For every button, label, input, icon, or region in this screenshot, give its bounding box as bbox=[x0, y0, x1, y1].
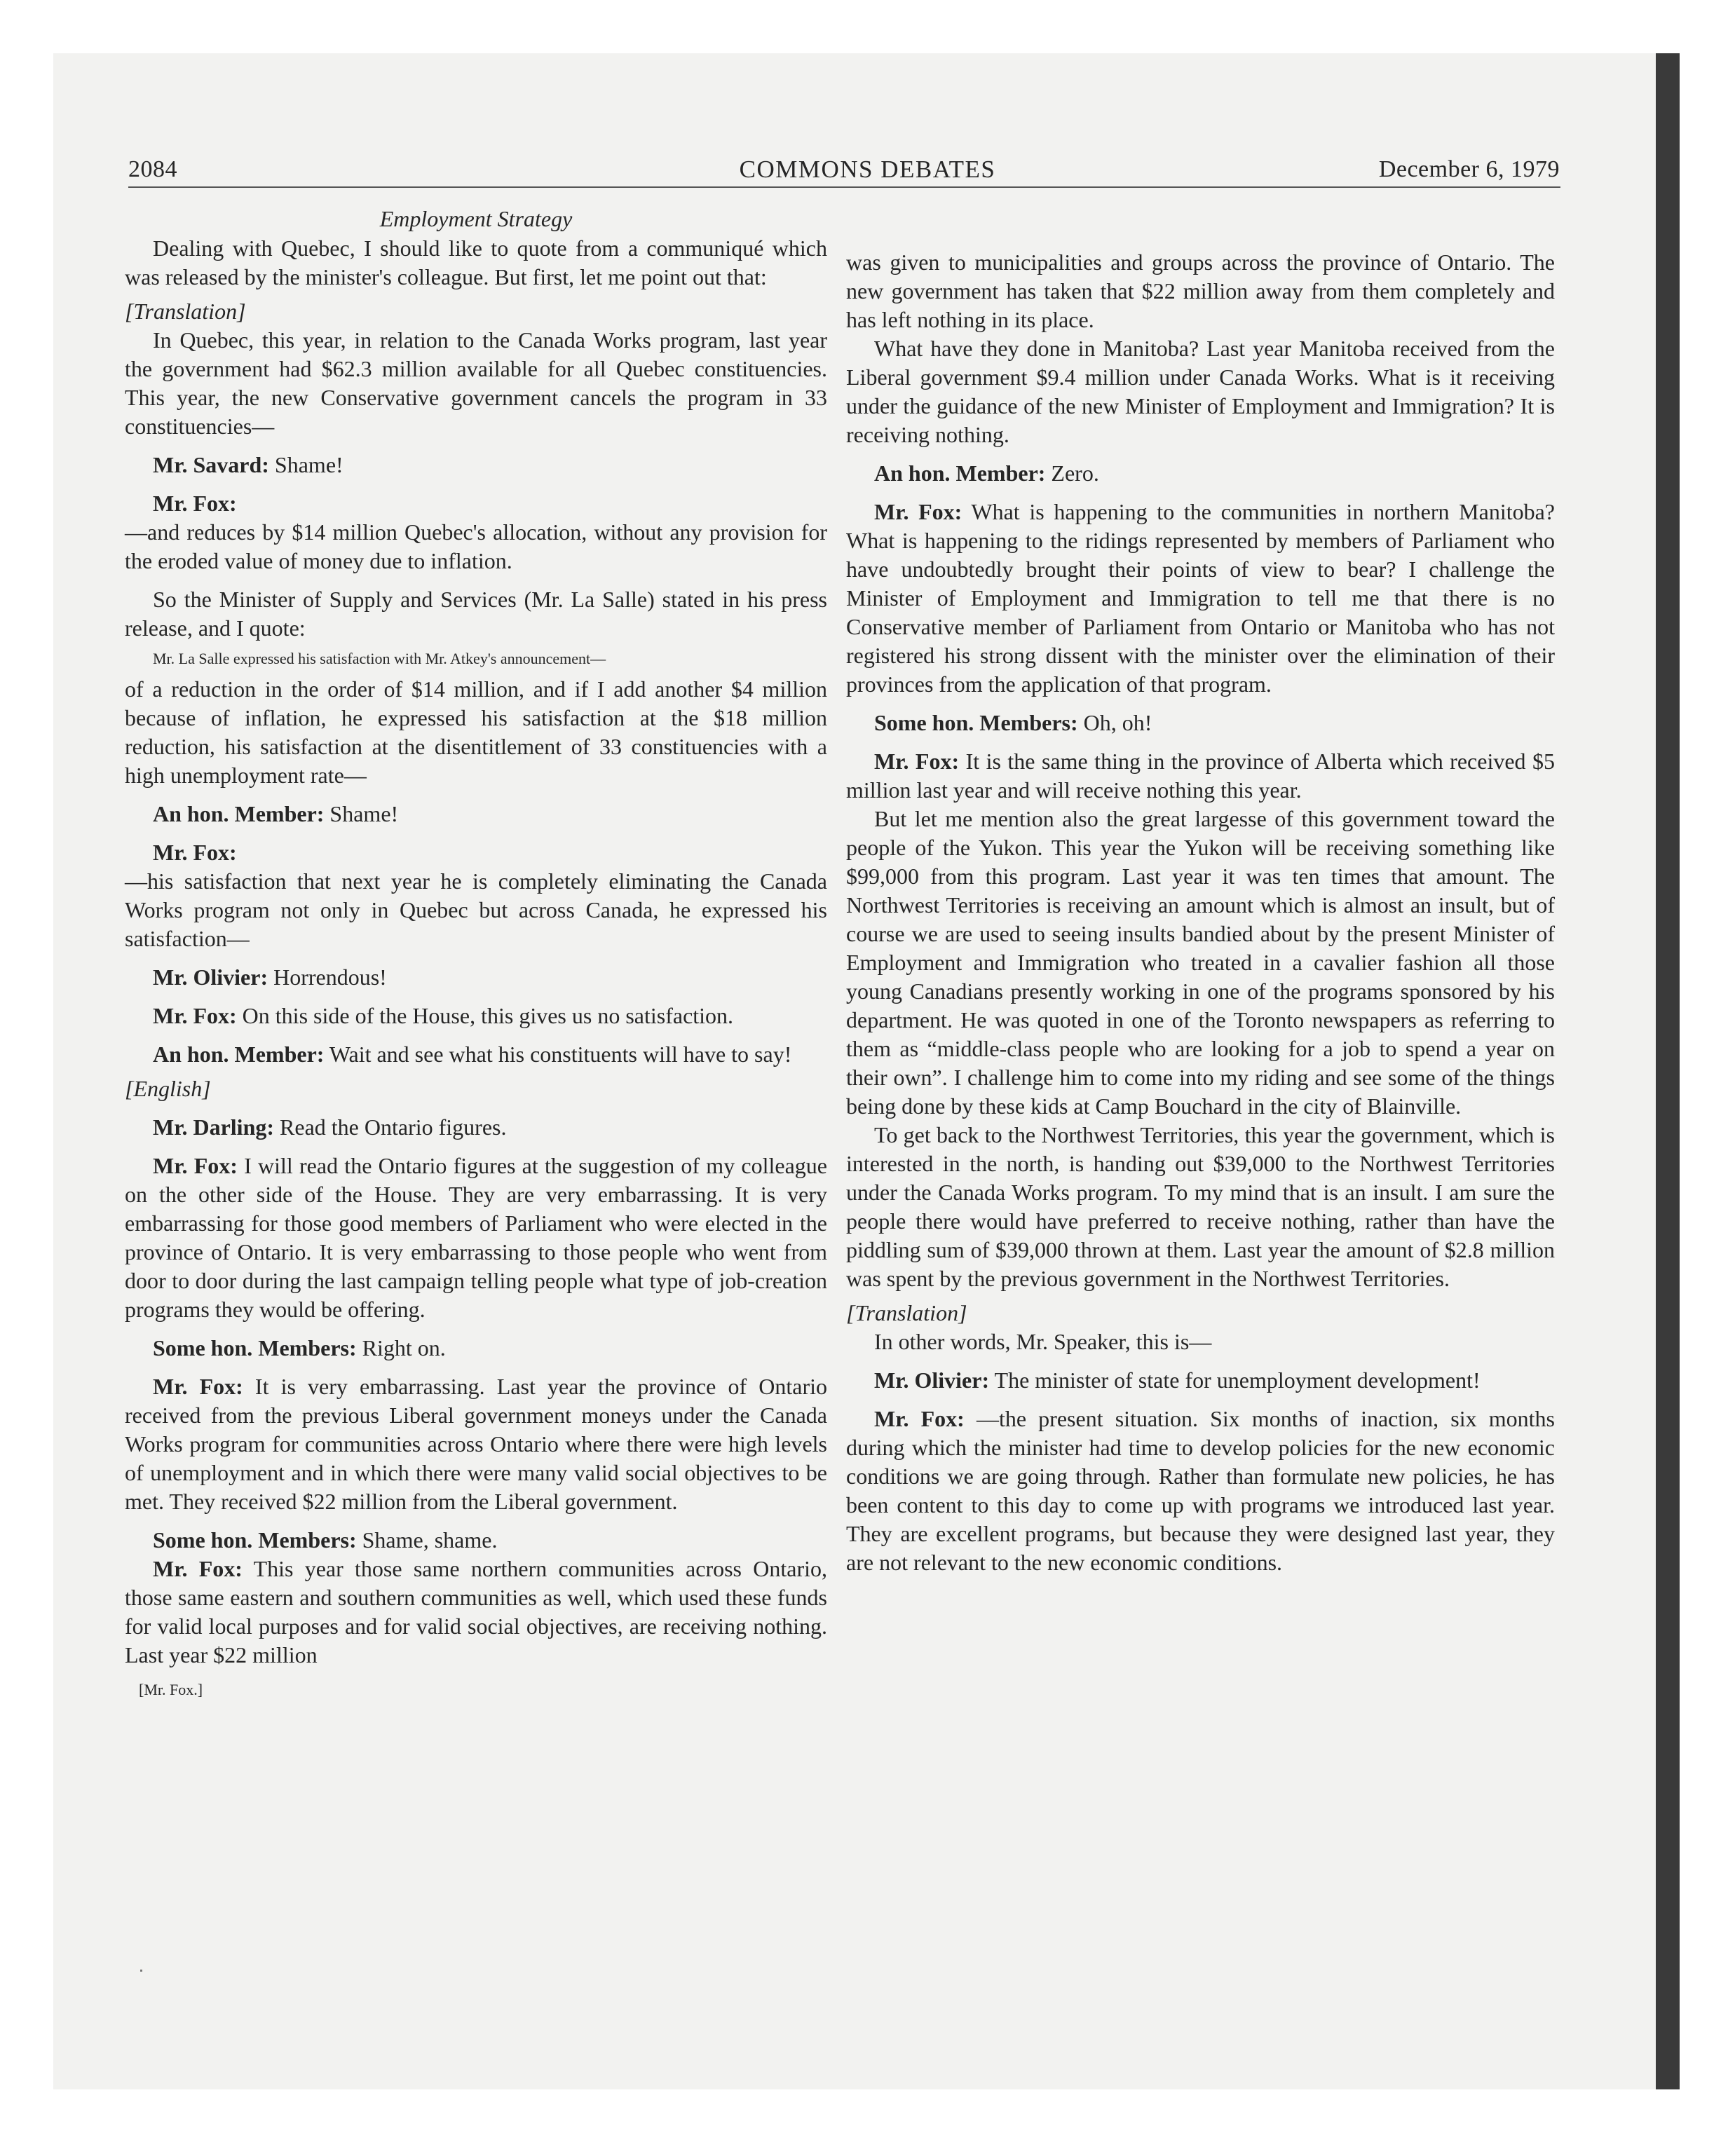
speech bbox=[125, 1002, 827, 1030]
speech-text: I will read the Ontario figures at the suggestion of my colleague on the other side of the House. They are very embarrassing. It is very embarrassing for those good members of Parliament who were elected in the province of Ontario. It is very embarrassing to those people who went from door to door during the last campaign telling people what type of job-creation programs they would be offering. bbox=[125, 1153, 828, 1322]
speaker-name: Mr. Fox: bbox=[153, 1003, 237, 1028]
speaker-name: Mr. Fox: bbox=[153, 840, 237, 865]
speech-text: —and reduces by $14 million Quebec's allocation, without any provision for the eroded value of money due to inflation. bbox=[125, 519, 827, 573]
speech bbox=[846, 747, 1555, 805]
speech bbox=[125, 963, 827, 992]
speech bbox=[125, 489, 827, 518]
speaker-name: Mr. Savard: bbox=[153, 452, 269, 477]
footer-speaker-note: [Mr. Fox.] bbox=[139, 1681, 203, 1698]
scan-speck bbox=[140, 1970, 142, 1972]
page-number: 2084 bbox=[128, 156, 177, 182]
speech bbox=[125, 1152, 827, 1324]
language-tag: [English] bbox=[125, 1076, 211, 1101]
speaker-name: Mr. Fox: bbox=[874, 1406, 965, 1431]
header-rule bbox=[128, 186, 1560, 188]
speech-text: Right on. bbox=[356, 1335, 446, 1360]
speaker-name: Mr. Olivier: bbox=[153, 964, 268, 990]
speech bbox=[125, 1526, 827, 1555]
speaker-name: Mr. Fox: bbox=[153, 1556, 243, 1581]
speech-text: This year those same northern communities across Ontario, those same eastern and southern communities as well, which used these funds for valid local purposes and for valid social objectives, are receiving nothing. Last year $22 million bbox=[125, 1556, 828, 1667]
speaker-name: Mr. Darling: bbox=[153, 1114, 275, 1140]
language-tag: [Translation] bbox=[846, 1300, 967, 1325]
speech-text: Zero. bbox=[1045, 460, 1099, 486]
speech bbox=[846, 459, 1555, 488]
paragraph: So the Minister of Supply and Services (Mr. La Salle) stated in his press release, and I quote: bbox=[125, 587, 827, 641]
speaker-name: Mr. Fox: bbox=[874, 749, 960, 774]
paragraph: of a reduction in the order of $14 million, and if I add another $4 million because of inflation, he expressed his satisfaction at the $18 million reduction, his satisfaction at the disentitlement of 33 constituencies with a high unemployment rate— bbox=[125, 676, 827, 788]
paragraph: But let me mention also the great largesse of this government toward the people of the Yukon. This year the Yukon will be receiving something like $99,000 from this program. Last year it was ten times that amount. The Northwest Territories is receiving an amount which is almost an insult, but of course we are used to seeing insults bandied about by the present Minister of Employment and Immigration who treated in a cavalier fashion all those young Canadians presently working in one of the programs sponsored by his department. He was quoted in one of the Toronto newspapers as referring to them as “middle-class people who are looking for a job to spend a year on their own”. I challenge him to come into my riding and see some of the things being done by these kids at Camp Bouchard in the city of Blainville. bbox=[846, 806, 1555, 1119]
speech bbox=[846, 1405, 1555, 1577]
speech bbox=[846, 709, 1555, 737]
paragraph: In Quebec, this year, in relation to the Canada Works program, last year the government had $62.3 million available for all Quebec constituencies. This year, the new Conservative government cancels the program in 33 constituencies— bbox=[125, 327, 827, 439]
speech-text: Wait and see what his constituents will have to say! bbox=[324, 1042, 792, 1067]
speech bbox=[125, 1113, 827, 1142]
speech-text: —his satisfaction that next year he is completely eliminating the Canada Works program not only in Quebec but across Canada, he expressed his satisfaction— bbox=[125, 868, 827, 951]
speech bbox=[125, 451, 827, 479]
speaker-name: An hon. Member: bbox=[153, 801, 325, 826]
paragraph: was given to municipalities and groups across the province of Ontario. The new government has taken that $22 million away from them completely and has left nothing in its place. bbox=[846, 250, 1555, 332]
paragraph: In other words, Mr. Speaker, this is— bbox=[874, 1329, 1212, 1354]
speech-text: What is happening to the communities in northern Manitoba? What is happening to the ridings represented by members of Parliament who have undoubtedly brought their points of view to bear? I challenge the Minister of Employment and Immigration to tell me that there is no Conservative member of Parliament from Ontario or Manitoba who has not registered his strong dissent with the minister over the elimination of their provinces from the application of that program. bbox=[846, 499, 1556, 697]
speech bbox=[846, 1366, 1555, 1395]
speech bbox=[125, 1334, 827, 1363]
speaker-name: Mr. Fox: bbox=[153, 1153, 238, 1178]
speech-text: It is the same thing in the province of Alberta which received $5 million last year and will receive nothing this year. bbox=[846, 749, 1556, 803]
speaker-name: Some hon. Members: bbox=[874, 710, 1078, 735]
right-column bbox=[846, 248, 1555, 1577]
speaker-name: Mr. Fox: bbox=[874, 499, 962, 524]
speech-text: Read the Ontario figures. bbox=[274, 1114, 507, 1140]
speaker-name: Mr. Fox: bbox=[153, 1374, 243, 1399]
paragraph: What have they done in Manitoba? Last year Manitoba received from the Liberal government $9.4 million under Canada Works. What is it receiving under the guidance of the new Minister of Employment and Immigration? It is receiving nothing. bbox=[846, 336, 1555, 447]
speaker-name: An hon. Member: bbox=[153, 1042, 325, 1067]
speech-text: Shame, shame. bbox=[356, 1527, 498, 1553]
speech-text: Horrendous! bbox=[268, 964, 387, 990]
speech-text: It is very embarrassing. Last year the province of Ontario received from the previous Liberal government moneys under the Canada Works program for communities across Ontario where there were high levels of unemployment and in which there were many valid social objectives to be met. They received $22 million from the Liberal government. bbox=[125, 1374, 828, 1514]
speech bbox=[125, 838, 827, 867]
paragraph: Dealing with Quebec, I should like to quote from a communiqué which was released by the minister's colleague. But first, let me point out that: bbox=[125, 236, 827, 289]
speech bbox=[125, 800, 827, 828]
speech bbox=[846, 498, 1555, 699]
speech-text: Shame! bbox=[268, 452, 343, 477]
speech-text: The minister of state for unemployment development! bbox=[989, 1367, 1481, 1393]
page-date: December 6, 1979 bbox=[1378, 156, 1560, 182]
scan-edge-bar bbox=[1656, 53, 1680, 2089]
publication-title: COMMONS DEBATES bbox=[739, 156, 996, 183]
speaker-name: Mr. Fox: bbox=[153, 491, 237, 516]
left-column bbox=[125, 203, 827, 1716]
speech-text: On this side of the House, this gives us no satisfaction. bbox=[236, 1003, 734, 1028]
paragraph: To get back to the Northwest Territories, this year the government, which is interested in the north, is handing out $39,000 to the Northwest Territories under the Canada Works program. To my mind that is an insult. I am sure the people there would have preferred to receive nothing, rather than have the piddling sum of $39,000 thrown at them. Last year the amount of $2.8 million was spent by the previous government in the Northwest Territories. bbox=[846, 1122, 1555, 1291]
speaker-name: Some hon. Members: bbox=[153, 1335, 357, 1360]
speech bbox=[125, 1555, 827, 1670]
section-title: Employment Strategy bbox=[379, 206, 573, 231]
speech-text: Oh, oh! bbox=[1077, 710, 1152, 735]
speech-text: Shame! bbox=[324, 801, 399, 826]
speaker-name: Mr. Olivier: bbox=[874, 1367, 990, 1393]
language-tag: [Translation] bbox=[125, 299, 246, 324]
speech bbox=[125, 1040, 827, 1069]
speaker-name: An hon. Member: bbox=[874, 460, 1046, 486]
speech-text: —the present situation. Six months of inaction, six months during which the minister had time to develop policies for the new economic conditions we are going through. Rather than formulate new policies, he has been content to this day to come up with programs we introduced last year. They are excellent programs, but because they were designed last year, they are not relevant to the new economic conditions. bbox=[846, 1406, 1556, 1575]
block-quote: Mr. La Salle expressed his satisfaction with Mr. Atkey's announcement— bbox=[153, 650, 606, 667]
speech bbox=[125, 1372, 827, 1516]
speaker-name: Some hon. Members: bbox=[153, 1527, 357, 1553]
